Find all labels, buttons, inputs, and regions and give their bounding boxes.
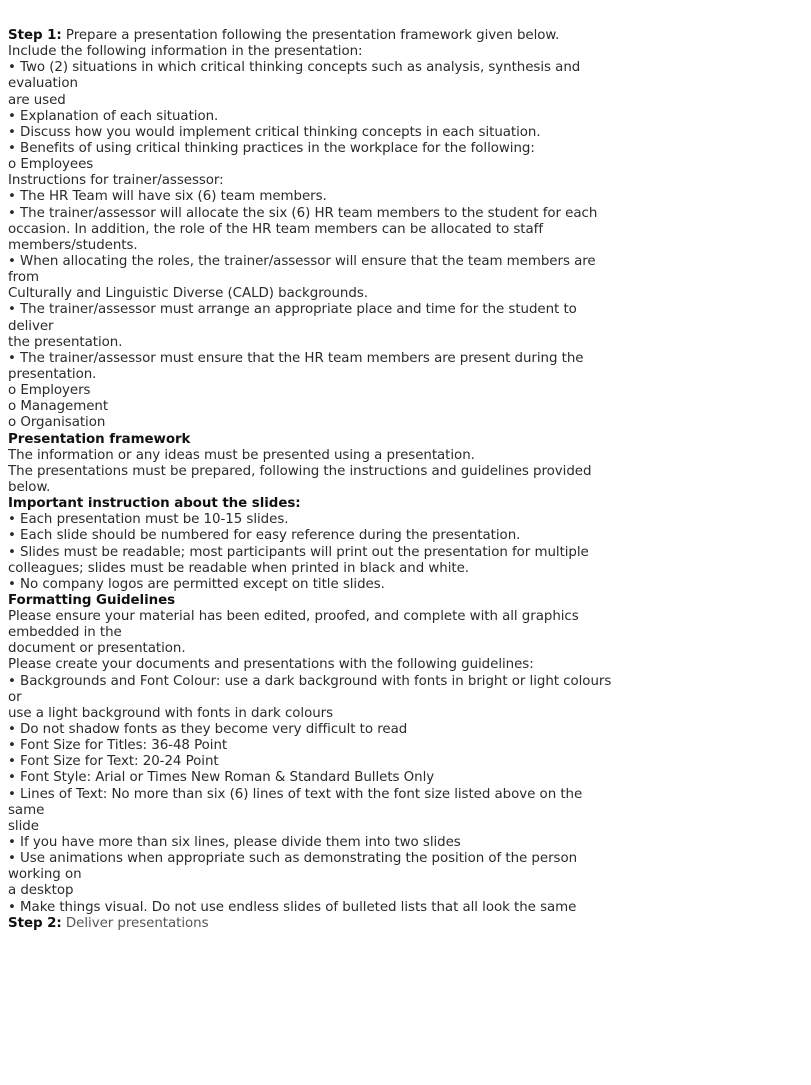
heading-formatting-guidelines: Formatting Guidelines xyxy=(8,592,176,608)
text-line: • Slides must be readable; most participants will print out the presentation for multiple xyxy=(8,544,589,560)
text-line: • The trainer/assessor will allocate the six (6) HR team members to the student for each xyxy=(8,205,598,221)
text-line: • Do not shadow fonts as they become very difficult to read xyxy=(8,722,408,738)
text-line: Include the following information in the presentation: xyxy=(8,44,363,60)
text-line: • The HR Team will have six (6) team members. xyxy=(8,189,327,205)
text-line: • Font Style: Arial or Times New Roman & Standard Bullets Only xyxy=(8,770,435,786)
step1-text: Prepare a presentation following the presentation framework given below. xyxy=(61,28,560,43)
text-line: • Two (2) situations in which critical thinking concepts such as analysis, synthesis and xyxy=(8,60,581,76)
text-line: Please ensure your material has been edited, proofed, and complete with all graphics xyxy=(8,609,579,625)
text-line: • Each presentation must be 10-15 slides. xyxy=(8,512,289,528)
text-line: • Font Size for Titles: 36-48 Point xyxy=(8,738,228,754)
text-line: • If you have more than six lines, please divide them into two slides xyxy=(8,835,461,851)
text-line: o Employers xyxy=(8,383,91,399)
text-line: working on xyxy=(8,867,82,883)
text-line: o Employees xyxy=(8,157,94,173)
text-line: • No company logos are permitted except on title slides. xyxy=(8,576,385,592)
text-line: deliver xyxy=(8,318,54,334)
text-line: or xyxy=(8,689,22,705)
step1-line xyxy=(8,28,808,44)
text-line: a desktop xyxy=(8,883,74,899)
text-line: • Make things visual. Do not use endless slides of bulleted lists that all look the same xyxy=(8,899,577,915)
text-line: • Font Size for Text: 20-24 Point xyxy=(8,754,219,770)
text-line: • Discuss how you would implement critical thinking concepts in each situation. xyxy=(8,124,541,140)
text-line: from xyxy=(8,270,39,286)
heading-slides-instruction: Important instruction about the slides: xyxy=(8,496,301,512)
document-body xyxy=(8,28,808,932)
text-line: the presentation. xyxy=(8,334,123,350)
text-line: o Organisation xyxy=(8,415,106,431)
text-line: document or presentation. xyxy=(8,641,186,657)
text-line: same xyxy=(8,802,45,818)
text-line: Please create your documents and presentations with the following guidelines: xyxy=(8,657,534,673)
text-line: use a light background with fonts in dark colours xyxy=(8,705,334,721)
step2-line xyxy=(8,916,808,932)
step2-text: Deliver presentations xyxy=(61,915,209,931)
text-line: • Each slide should be numbered for easy reference during the presentation. xyxy=(8,528,521,544)
text-line: • Lines of Text: No more than six (6) lines of text with the font size listed above on the xyxy=(8,786,583,802)
text-line: occasion. In addition, the role of the HR team members can be allocated to staff xyxy=(8,221,543,237)
text-line: members/students. xyxy=(8,237,138,253)
text-line: Instructions for trainer/assessor: xyxy=(8,173,224,189)
slides-instruction-block xyxy=(8,512,808,593)
text-line: The information or any ideas must be presented using a presentation. xyxy=(8,447,475,463)
text-line: • The trainer/assessor must arrange an appropriate place and time for the student to xyxy=(8,302,577,318)
text-line: Culturally and Linguistic Diverse (CALD) backgrounds. xyxy=(8,286,368,302)
text-line: • Backgrounds and Font Colour: use a dark background with fonts in bright or light colours xyxy=(8,673,612,689)
text-line: • When allocating the roles, the trainer/assessor will ensure that the team members are xyxy=(8,253,596,269)
heading-presentation-framework: Presentation framework xyxy=(8,431,191,447)
text-line: embedded in the xyxy=(8,625,122,641)
text-line: are used xyxy=(8,92,66,108)
text-line: • Explanation of each situation. xyxy=(8,108,219,124)
text-line: slide xyxy=(8,818,39,834)
step2-label: Step 2: xyxy=(8,915,62,931)
text-line: • The trainer/assessor must ensure that the HR team members are present during the xyxy=(8,350,584,366)
text-line: • Use animations when appropriate such as demonstrating the position of the person xyxy=(8,851,578,867)
text-line: • Benefits of using critical thinking practices in the workplace for the following: xyxy=(8,140,535,156)
text-line: colleagues; slides must be readable when printed in black and white. xyxy=(8,560,469,576)
text-line: evaluation xyxy=(8,76,78,92)
text-line: presentation. xyxy=(8,366,97,382)
step1-label: Step 1: xyxy=(8,28,62,43)
formatting-guidelines-block xyxy=(8,609,808,916)
text-line: The presentations must be prepared, following the instructions and guidelines provided xyxy=(8,463,592,479)
text-line: o Management xyxy=(8,399,109,415)
framework-block xyxy=(8,448,808,496)
requirements-block xyxy=(8,44,808,431)
text-line: below. xyxy=(8,479,51,495)
